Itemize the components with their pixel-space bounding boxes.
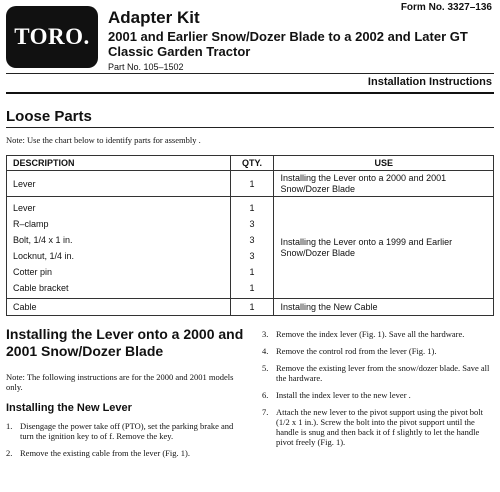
step-text: Remove the index lever (Fig. 1). Save all the hardware. xyxy=(276,329,465,339)
step-text: Attach the new lever to the pivot support using the pivot bolt (1/2 x 1 in.). Screw the bolt into the pivot support until the handle is snug and then back it of f slightly to let the handle pivot freely (Fig. 1). xyxy=(276,407,484,447)
table-row xyxy=(7,171,494,197)
table-row xyxy=(7,299,494,316)
step-text: Remove the existing cable from the lever (Fig. 1). xyxy=(20,448,190,458)
step-number: 3. xyxy=(262,329,269,339)
row2-use: Installing the Lever onto a 1999 and Earlier Snow/Dozer Blade xyxy=(274,197,494,299)
step-7 xyxy=(262,407,494,447)
row3-qty: 1 xyxy=(230,299,274,316)
column-header-use: USE xyxy=(274,156,494,171)
part-locknut: Locknut, 1/4 in. xyxy=(13,250,75,261)
section-title-install-lever: Installing the Lever onto a 2000 and 2001 Snow/Dozer Blade xyxy=(6,326,244,359)
header-thick-rule xyxy=(6,92,494,94)
step-number: 4. xyxy=(262,346,269,356)
step-text: Install the index lever to the new lever . xyxy=(276,390,411,400)
row1-description: Lever xyxy=(7,171,231,197)
loose-parts-note: Note: Use the chart below to identify parts for assembly . xyxy=(6,135,201,145)
part-r-clamp: R–clamp xyxy=(13,218,49,229)
part-cotter-pin: Cotter pin xyxy=(13,266,53,277)
section-note: Note: The following instructions are for the 2000 and 2001 models only. xyxy=(6,372,234,392)
subheading-install-new-lever: Installing the New Lever xyxy=(6,402,132,414)
parts-table xyxy=(6,155,494,316)
step-text: Remove the control rod from the lever (Fig. 1). xyxy=(276,346,437,356)
document-title: Adapter Kit xyxy=(108,8,200,27)
row3-description: Cable xyxy=(7,299,231,316)
step-5 xyxy=(262,363,494,383)
right-column xyxy=(262,329,494,447)
header-rule xyxy=(6,73,494,74)
step-number: 7. xyxy=(262,407,269,417)
part-cable-bracket: Cable bracket xyxy=(13,282,69,293)
toro-logo: TORO. xyxy=(6,6,98,68)
column-header-description: DESCRIPTION xyxy=(7,156,231,171)
qty-value: 3 xyxy=(249,234,255,245)
step-number: 5. xyxy=(262,363,269,373)
step-text: Disengage the power take off (PTO), set the parking brake and turn the ignition key to of f. Remove the key. xyxy=(20,421,234,441)
step-4 xyxy=(262,346,494,356)
table-header-row xyxy=(7,156,494,171)
step-1 xyxy=(6,421,246,441)
row1-use: Installing the Lever onto a 2000 and 2001 Snow/Dozer Blade xyxy=(274,171,494,197)
loose-parts-title: Loose Parts xyxy=(6,108,92,125)
loose-parts-rule xyxy=(6,127,494,128)
qty-value: 1 xyxy=(249,202,255,213)
installation-instructions-label: Installation Instructions xyxy=(367,76,492,88)
left-column xyxy=(6,326,246,458)
qty-value: 3 xyxy=(249,218,255,229)
step-6 xyxy=(262,390,494,400)
document-subtitle: 2001 and Earlier Snow/Dozer Blade to a 2002 and Later GT Classic Garden Tractor xyxy=(108,29,468,59)
step-number: 1. xyxy=(6,421,13,431)
part-number: Part No. 105–1502 xyxy=(108,62,184,72)
part-bolt: Bolt, 1/4 x 1 in. xyxy=(13,234,73,245)
part-lever: Lever xyxy=(13,202,36,213)
step-number: 6. xyxy=(262,390,269,400)
qty-value: 3 xyxy=(249,250,255,261)
step-3 xyxy=(262,329,494,339)
title-block xyxy=(108,8,493,72)
column-header-qty: QTY. xyxy=(230,156,274,171)
row1-qty: 1 xyxy=(230,171,274,197)
step-text: Remove the existing lever from the snow/dozer blade. Save all the hardware. xyxy=(276,363,490,383)
step-2 xyxy=(6,448,246,458)
row2-qty xyxy=(230,197,274,299)
qty-value: 1 xyxy=(249,266,255,277)
form-number: Form No. 3327–136 xyxy=(400,2,492,13)
table-row xyxy=(7,197,494,299)
row3-use: Installing the New Cable xyxy=(274,299,494,316)
qty-value: 1 xyxy=(249,282,255,293)
step-number: 2. xyxy=(6,448,13,458)
row2-description xyxy=(7,197,231,299)
